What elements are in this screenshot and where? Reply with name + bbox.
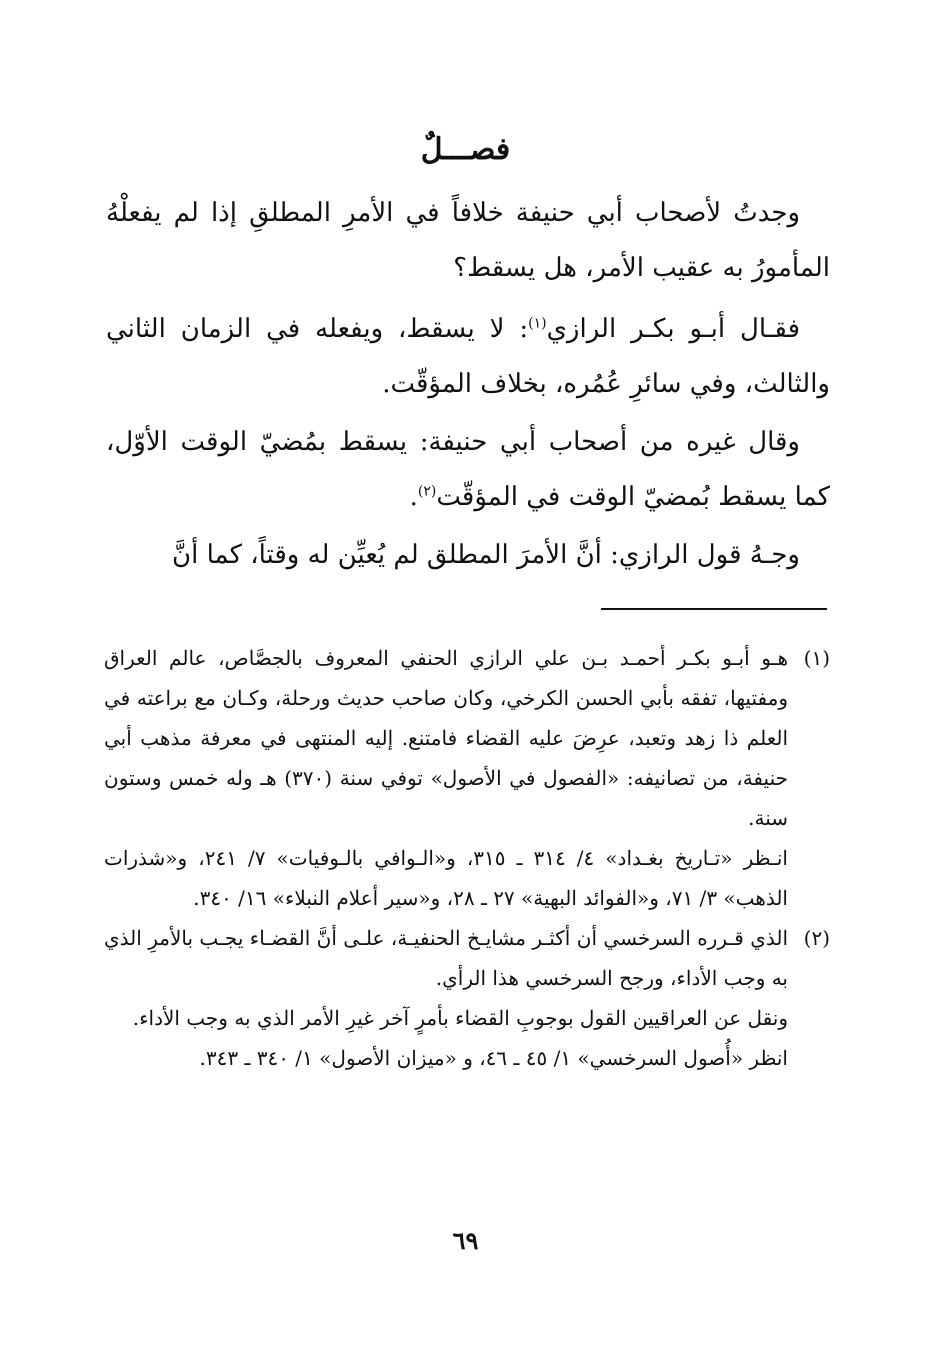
- paragraph-1-text: وجدتُ لأصحاب أبي حنيفة خلافاً في الأمرِ المطلقِ إذا لم يفعلْهُ المأمورُ به عقيب الأمر، هل يسقط؟: [106, 198, 830, 283]
- footnote-1-body: [104, 638, 788, 918]
- footnote-1-references: انـظر «تـاريخ بغـداد» ٤/ ٣١٤ ـ ٣١٥، و«الـوافي بالـوفيات» ٧/ ٢٤١، و«شذرات الذهب» ٣/ ٧١، و«الفوائد البهية» ٢٧ ـ ٢٨، و«سير أعلام النبلاء» ١٦/ ٣٤٠.: [104, 846, 788, 910]
- footnote-1-number: (١): [803, 646, 830, 670]
- footnote-2-line-2: ونقل عن العراقيين القول بوجوبِ القضاء بأمرٍ آخر غيرِ الأمر الذي به وجب الأداء.: [132, 1006, 788, 1030]
- paragraph-4-text: وجـهُ قول الرازي: أنَّ الأمرَ المطلق لم يُعيِّن له وقتاً، كما أنَّ: [172, 540, 800, 570]
- paragraph-3-rest: .: [409, 482, 418, 512]
- footnote-ref-1[interactable]: (١): [528, 315, 547, 332]
- footnote-1: [104, 638, 830, 918]
- paragraph-2-rest: : لا يسقط، ويفعله في الزمان الثاني والثالث، وفي سائرِ عُمُره، بخلاف المؤقّت.: [106, 314, 830, 399]
- footnote-2: [104, 918, 830, 1078]
- paragraph-2-text: [106, 302, 830, 412]
- footnote-1-biography: هـو أبـو بكـر أحمـد بـن علي الرازي الحنفي المعروف بالجصَّاص، عالم العراق ومفتيها، تفقه بأبي الحسن الكرخي، وكان صاحب حديث ورحلة، وكـان مع براعته في العلم ذا زهد وتعبد، عرِضَ عليه القضاء فامتنع. إليه المنتهى في معرفة مذهب أبي حنيفة، من تصانيفه: «الفصول في الأصول» توفي سنة (٣٧٠) هـ وله خمس وستون سنة.: [104, 646, 788, 830]
- section-heading: فصـــلٌ: [420, 132, 511, 167]
- paragraph-2-lead: فقـال أبـو بكـر الرازي: [546, 314, 800, 344]
- paragraph-4: [106, 528, 830, 583]
- footnotes: [104, 638, 830, 1078]
- paragraph-2: [106, 302, 830, 412]
- footnote-ref-2[interactable]: (٢): [417, 483, 437, 500]
- footnote-2-body: [104, 918, 788, 1078]
- paragraph-1: [106, 186, 830, 296]
- paragraph-3: [106, 415, 830, 525]
- footnote-separator: [601, 608, 827, 610]
- paragraph-3-lead: وقال غيره من أصحاب أبي حنيفة: يسقط بمُضيّ الوقت الأوّل، كما يسقط بُمضيّ الوقت في المؤقّت: [106, 427, 830, 512]
- paragraph-3-text: [106, 415, 830, 525]
- footnote-2-references: انظر «أُصول السرخسي» ١/ ٤٥ ـ ٤٦، و «ميزان الأصول» ١/ ٣٤٠ ـ ٣٤٣.: [199, 1046, 788, 1070]
- page-number: ٦٩: [452, 1226, 479, 1255]
- footnote-2-line-1: الذي قـرره السرخسي أن أكثـر مشايـخ الحنفيـة، علـى أنَّ القضـاء يجـب بالأمرِ الذي به وجب الأداء، ورجح السرخسي هذا الرأي.: [104, 926, 788, 990]
- footnote-2-number: (٢): [803, 926, 830, 950]
